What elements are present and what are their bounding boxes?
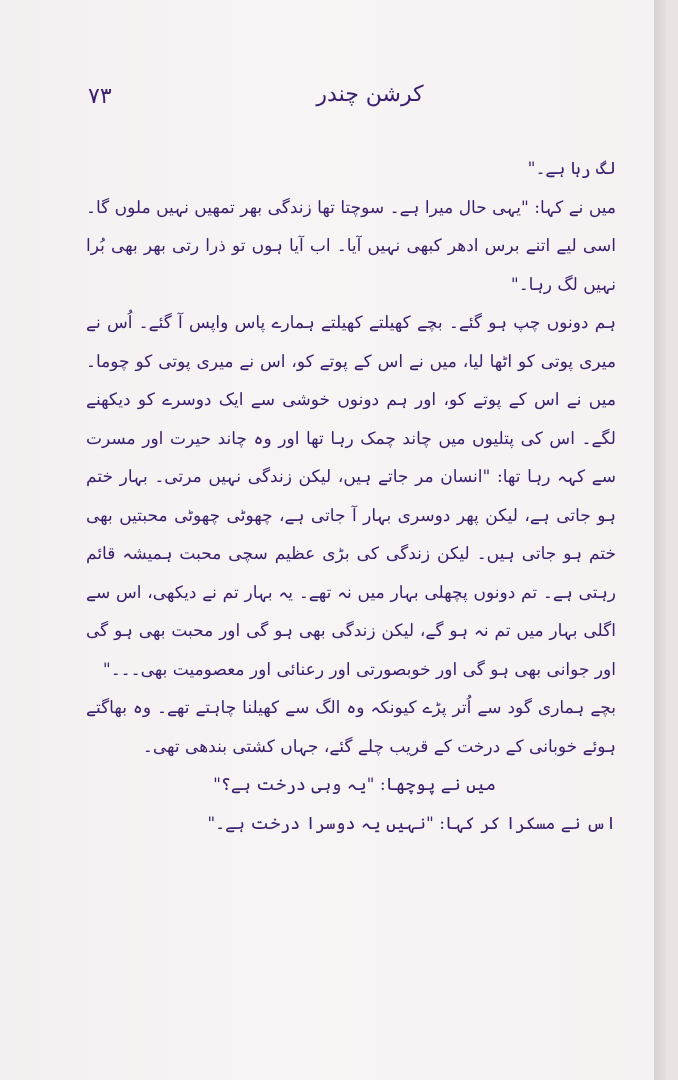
page-header [0, 78, 666, 118]
running-title: کرشن چندر [316, 82, 424, 107]
paragraph: بچے ہماری گود سے اُتر پڑے کیونکہ وہ الگ سے کھیلنا چاہتے تھے۔ وہ بھاگتے ہوئے خوبانی کے درخت کے قریب چلے گئے، جہاں کشتی بندھی تھی۔ [86, 698, 616, 757]
body-text [86, 150, 616, 843]
paragraph: ہم دونوں چپ ہو گئے۔ بچے کھیلتے کھیلتے ہمارے پاس واپس آ گئے۔ اُس نے میری پوتی کو اٹھا لیا، میں نے اس کے پوتے کو، اس نے میری پوتی کو چوما۔ میں نے اس کے پوتے کو، اور ہم دونوں خوشی سے ایک دوسرے کو دیکھنے لگے۔ اس کی پتلیوں میں چاند چمک رہا تھا اور وہ چاند حیرت اور مسرت سے کہہ رہا تھا: "انسان مر جاتے ہیں، لیکن زندگی نہیں مرتی۔ بہار ختم ہو جاتی ہے، لیکن پھر دوسری بہار آ جاتی ہے، چھوٹی چھوٹی محبتیں بھی ختم ہو جاتی ہیں۔ لیکن زندگی کی بڑی عظیم سچی محبت ہمیشہ قائم رہتی ہے۔ تم دونوں پچھلی بہار میں نہ تھے۔ یہ بہار تم نے دیکھی، اس سے اگلی بہار میں تم نہ ہو گے، لیکن زندگی بھی ہو گی اور محبت بھی ہو گی اور جوانی بھی ہو گی اور خوبصورتی اور رعنائی اور معصومیت بھی۔۔۔" [86, 313, 616, 680]
paragraph: میں نے کہا: "یہی حال میرا ہے۔ سوچتا تھا زندگی بھر تمھیں نہیں ملوں گا۔ اسی لیے اتنے برس ادھر کبھی نہیں آیا۔ اب آیا ہوں تو ذرا رتی بھر بھی بُرا نہیں لگ رہا۔" [86, 197, 616, 295]
dialogue-line: میں نے پوچھا: "یہ وہی درخت ہے؟" [213, 775, 496, 795]
dialogue-line: اس نے مسکرا کر کہا: "نہیں یہ دوسرا درخت ہے۔" [207, 813, 616, 834]
page-number: ۷۳ [88, 84, 112, 109]
paragraph-continuation: لگ رہا ہے۔" [527, 159, 616, 179]
page-edge [654, 0, 666, 1080]
